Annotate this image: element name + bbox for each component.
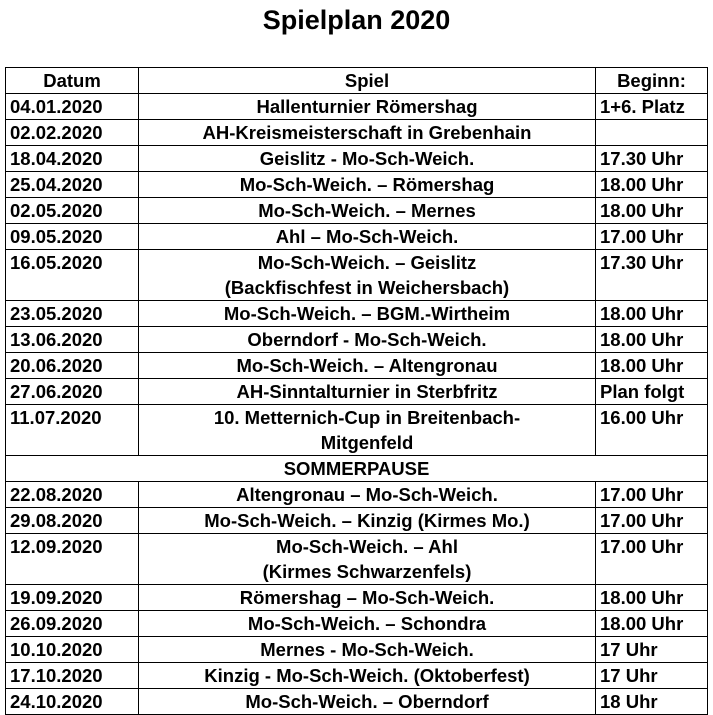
cell-spiel	[139, 611, 596, 637]
cell-spiel	[139, 379, 596, 405]
cell-datum: 29.08.2020	[6, 508, 139, 534]
cell-datum: 24.10.2020	[6, 689, 139, 715]
spiel-line: Oberndorf - Mo-Sch-Weich.	[247, 329, 487, 350]
table-row	[6, 379, 708, 405]
spiel-line: Mo-Sch-Weich. – Geislitz	[257, 252, 477, 273]
cell-spiel	[139, 482, 596, 508]
spiel-line: Mo-Sch-Weich. – Römershag	[239, 174, 495, 195]
spiel-line: Altengronau – Mo-Sch-Weich.	[236, 484, 498, 505]
cell-datum: 11.07.2020	[6, 405, 139, 456]
cell-beginn: 17.00 Uhr	[596, 508, 708, 534]
table-row	[6, 198, 708, 224]
cell-datum: 22.08.2020	[6, 482, 139, 508]
page-title: Spielplan 2020	[262, 5, 451, 35]
section-label: SOMMERPAUSE	[6, 456, 708, 482]
cell-spiel	[139, 508, 596, 534]
spiel-line: Römershag – Mo-Sch-Weich.	[239, 587, 495, 608]
table-row	[6, 250, 708, 301]
cell-beginn: 17 Uhr	[596, 663, 708, 689]
table-row	[6, 637, 708, 663]
table-row	[6, 301, 708, 327]
cell-spiel	[139, 405, 596, 456]
spiel-line: Geislitz - Mo-Sch-Weich.	[259, 148, 475, 169]
section-row	[6, 456, 708, 482]
cell-spiel	[139, 120, 596, 146]
spiel-line: Mernes - Mo-Sch-Weich.	[260, 639, 474, 660]
cell-datum: 16.05.2020	[6, 250, 139, 301]
table-row	[6, 146, 708, 172]
schedule-table	[5, 67, 708, 715]
header-datum: Datum	[6, 68, 139, 94]
spiel-line: Ahl – Mo-Sch-Weich.	[275, 226, 459, 247]
cell-beginn: 17.30 Uhr	[596, 146, 708, 172]
table-row	[6, 534, 708, 585]
cell-beginn: 18.00 Uhr	[596, 585, 708, 611]
cell-spiel	[139, 224, 596, 250]
spiel-line: Mo-Sch-Weich. – Kinzig (Kirmes Mo.)	[204, 510, 530, 531]
cell-datum: 27.06.2020	[6, 379, 139, 405]
table-row	[6, 172, 708, 198]
cell-datum: 20.06.2020	[6, 353, 139, 379]
spiel-line: Mo-Sch-Weich. – BGM.-Wirtheim	[223, 303, 511, 324]
cell-beginn: 18.00 Uhr	[596, 301, 708, 327]
table-row	[6, 94, 708, 120]
cell-beginn: 17.30 Uhr	[596, 250, 708, 301]
table-row	[6, 611, 708, 637]
cell-datum: 13.06.2020	[6, 327, 139, 353]
cell-spiel	[139, 637, 596, 663]
spiel-line: Mo-Sch-Weich. – Altengronau	[236, 355, 498, 376]
cell-datum: 26.09.2020	[6, 611, 139, 637]
header-spiel: Spiel	[139, 68, 596, 94]
cell-spiel	[139, 146, 596, 172]
cell-spiel	[139, 94, 596, 120]
table-row	[6, 585, 708, 611]
table-header-row	[6, 68, 708, 94]
cell-spiel	[139, 534, 596, 585]
cell-beginn: 17.00 Uhr	[596, 224, 708, 250]
table-row	[6, 327, 708, 353]
table-row	[6, 482, 708, 508]
spiel-line: AH-Kreismeisterschaft in Grebenhain	[202, 122, 532, 143]
cell-spiel	[139, 327, 596, 353]
cell-beginn: 18.00 Uhr	[596, 611, 708, 637]
cell-datum: 10.10.2020	[6, 637, 139, 663]
spiel-line: Hallenturnier Römershag	[256, 96, 478, 117]
spiel-line: Mo-Sch-Weich. – Ahl	[276, 536, 458, 557]
table-row	[6, 508, 708, 534]
cell-beginn: Plan folgt	[596, 379, 708, 405]
schedule-body	[6, 94, 708, 715]
cell-spiel	[139, 172, 596, 198]
cell-datum: 18.04.2020	[6, 146, 139, 172]
spiel-line-2: (Backfischfest in Weichersbach)	[224, 277, 510, 298]
cell-beginn: 17 Uhr	[596, 637, 708, 663]
cell-datum: 25.04.2020	[6, 172, 139, 198]
cell-spiel	[139, 250, 596, 301]
spiel-line: AH-Sinntalturnier in Sterbfritz	[236, 381, 498, 402]
cell-beginn: 17.00 Uhr	[596, 482, 708, 508]
cell-beginn	[596, 120, 708, 146]
spiel-line: Mo-Sch-Weich. – Oberndorf	[245, 691, 489, 712]
cell-datum: 12.09.2020	[6, 534, 139, 585]
cell-beginn: 18 Uhr	[596, 689, 708, 715]
spiel-line-2: (Kirmes Schwarzenfels)	[262, 561, 472, 582]
spiel-line: 10. Metternich-Cup in Breitenbach-	[213, 407, 521, 428]
cell-beginn: 18.00 Uhr	[596, 172, 708, 198]
spiel-line: Mo-Sch-Weich. – Schondra	[247, 613, 487, 634]
table-row	[6, 663, 708, 689]
spiel-line: Kinzig - Mo-Sch-Weich. (Oktoberfest)	[204, 665, 530, 686]
cell-beginn: 18.00 Uhr	[596, 198, 708, 224]
cell-spiel	[139, 198, 596, 224]
cell-beginn: 1+6. Platz	[596, 94, 708, 120]
cell-datum: 04.01.2020	[6, 94, 139, 120]
cell-beginn: 16.00 Uhr	[596, 405, 708, 456]
table-row	[6, 405, 708, 456]
cell-spiel	[139, 353, 596, 379]
table-row	[6, 353, 708, 379]
cell-spiel	[139, 585, 596, 611]
cell-datum: 02.02.2020	[6, 120, 139, 146]
cell-spiel	[139, 301, 596, 327]
cell-datum: 17.10.2020	[6, 663, 139, 689]
table-row	[6, 120, 708, 146]
spiel-line: Mo-Sch-Weich. – Mernes	[258, 200, 476, 221]
header-beginn: Beginn:	[596, 68, 708, 94]
cell-beginn: 18.00 Uhr	[596, 353, 708, 379]
cell-datum: 23.05.2020	[6, 301, 139, 327]
cell-datum: 02.05.2020	[6, 198, 139, 224]
cell-datum: 09.05.2020	[6, 224, 139, 250]
cell-beginn: 17.00 Uhr	[596, 534, 708, 585]
cell-datum: 19.09.2020	[6, 585, 139, 611]
cell-beginn: 18.00 Uhr	[596, 327, 708, 353]
cell-spiel	[139, 663, 596, 689]
table-row	[6, 224, 708, 250]
spiel-line-2: Mitgenfeld	[320, 432, 414, 453]
